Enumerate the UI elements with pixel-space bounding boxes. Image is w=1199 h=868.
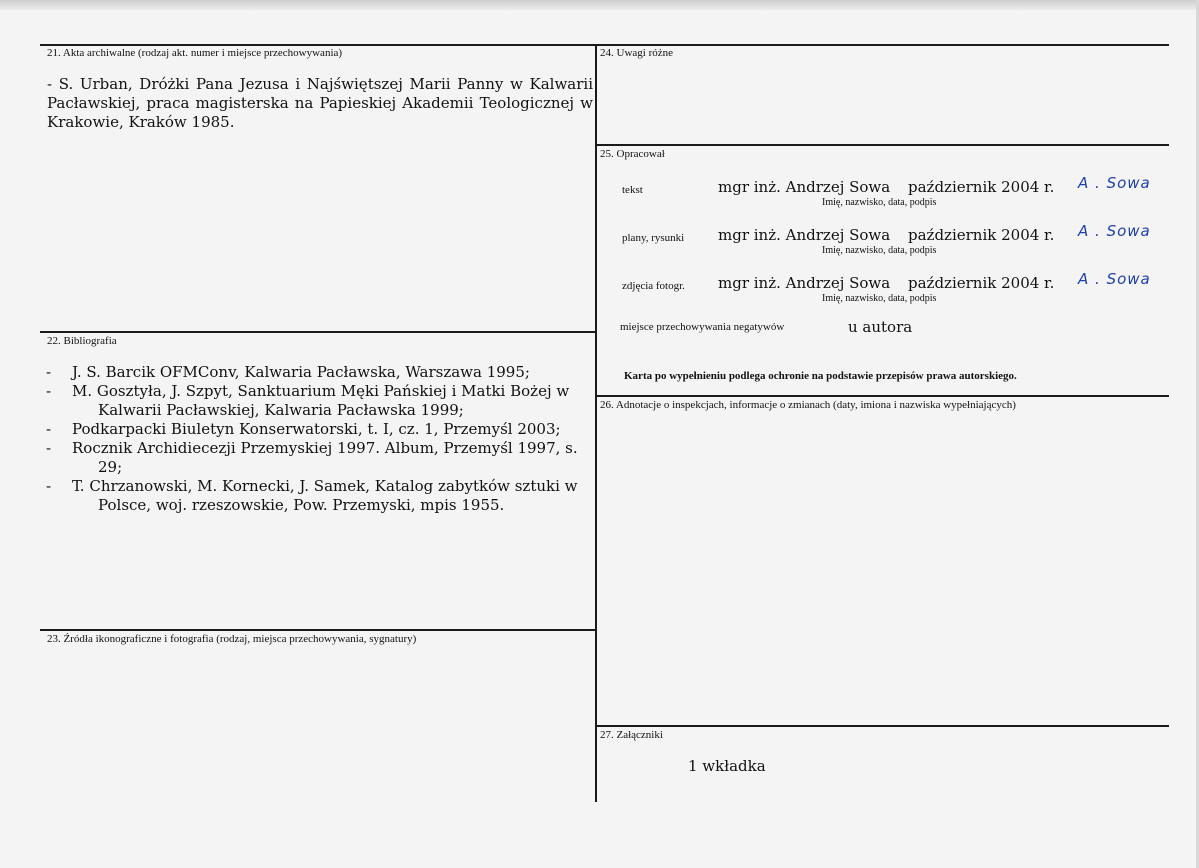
author-date: październik 2004 r. [908, 226, 1055, 244]
row-caption: Imię, nazwisko, data, podpis [822, 197, 937, 208]
negatives-label: miejsce przechowywania negatywów [620, 321, 785, 333]
bibliography-item [46, 382, 592, 420]
row-label: tekst [622, 184, 643, 196]
bibliography-item-text: M. Gosztyła, J. Szpyt, Sanktuarium Męki Pańskiej i Matki Bożej w Kalwarii Pacławskiej, Kalwaria Pacławska 1999; [72, 382, 570, 419]
section-26-label: 26. Adnotacje o inspekcjach, informacje o zmianach (daty, imiona i nazwiska wypełniających) [600, 399, 1016, 411]
handwritten-signature: A . Sowa [1078, 222, 1151, 240]
section-22-label: 22. Bibliografia [47, 335, 117, 347]
bibliography-item-text: Podkarpacki Biuletyn Konserwatorski, t. I, cz. 1, Przemyśl 2003; [72, 420, 561, 438]
author-row-plans [596, 222, 1196, 262]
author-date: październik 2004 r. [908, 274, 1055, 292]
bibliography-item-text: T. Chrzanowski, M. Kornecki, J. Samek, Katalog zabytków sztuki w Polsce, woj. rzeszowskie, Pow. Przemyski, mpis 1955. [72, 477, 578, 514]
bullet-dash: - [46, 477, 52, 495]
author-name: mgr inż. Andrzej Sowa [718, 178, 891, 196]
negatives-value: u autora [848, 318, 913, 336]
rule-22 [40, 331, 596, 333]
row-label: zdjęcia fotogr. [622, 280, 685, 292]
bibliography-item-text: Rocznik Archidiecezji Przemyskiej 1997. Album, Przemyśl 1997, s. 29; [72, 439, 578, 476]
rule-25 [596, 144, 1169, 146]
attachments-value: 1 wkładka [688, 757, 766, 775]
bibliography-item-text: J. S. Barcik OFMConv, Kalwaria Pacławska, Warszawa 1995; [72, 363, 530, 381]
rule-26 [596, 395, 1169, 397]
author-name: mgr inż. Andrzej Sowa [718, 274, 891, 292]
section-24-label: 24. Uwagi różne [600, 47, 674, 59]
bullet-dash: - [46, 382, 52, 400]
bibliography-item [46, 477, 592, 515]
author-date: październik 2004 r. [908, 178, 1055, 196]
rule-24 [596, 44, 1169, 46]
author-name: mgr inż. Andrzej Sowa [718, 226, 891, 244]
row-caption: Imię, nazwisko, data, podpis [822, 293, 937, 304]
bullet-dash: - [46, 439, 52, 457]
scan-top-edge [0, 0, 1199, 10]
rule-27 [596, 725, 1169, 727]
row-label: plany, rysunki [622, 232, 685, 244]
bibliography-item [46, 420, 592, 439]
author-row-photos [596, 270, 1196, 310]
bullet-dash: - [46, 363, 52, 381]
section-25-label: 25. Opracował [600, 148, 665, 160]
rule-23 [40, 629, 596, 631]
handwritten-signature: A . Sowa [1078, 174, 1151, 192]
row-caption: Imię, nazwisko, data, podpis [822, 245, 937, 256]
section-23-label: 23. Źródła ikonograficzne i fotografia (rodzaj, miejsca przechowywania, sygnatury) [47, 633, 417, 645]
copyright-note: Karta po wypełnieniu podlega ochronie na podstawie przepisów prawa autorskiego. [624, 370, 1017, 382]
handwritten-signature: A . Sowa [1078, 270, 1151, 288]
bibliography-item [46, 439, 592, 477]
section-27-label: 27. Załączniki [600, 729, 663, 741]
bibliography-list [46, 363, 592, 515]
bibliography-item [46, 363, 592, 382]
rule-21 [40, 44, 596, 46]
bullet-dash: - [46, 420, 52, 438]
section-21-text: - S. Urban, Dróżki Pana Jezusa i Najświętszej Marii Panny w Kalwarii Pacławskiej, praca magisterska na Papieskiej Akademii Teologicznej w Krakowie, Kraków 1985. [47, 75, 593, 131]
author-row-text [596, 174, 1196, 214]
section-21-label: 21. Akta archiwalne (rodzaj akt. numer i miejsce przechowywania) [47, 47, 343, 59]
column-divider [595, 45, 597, 802]
